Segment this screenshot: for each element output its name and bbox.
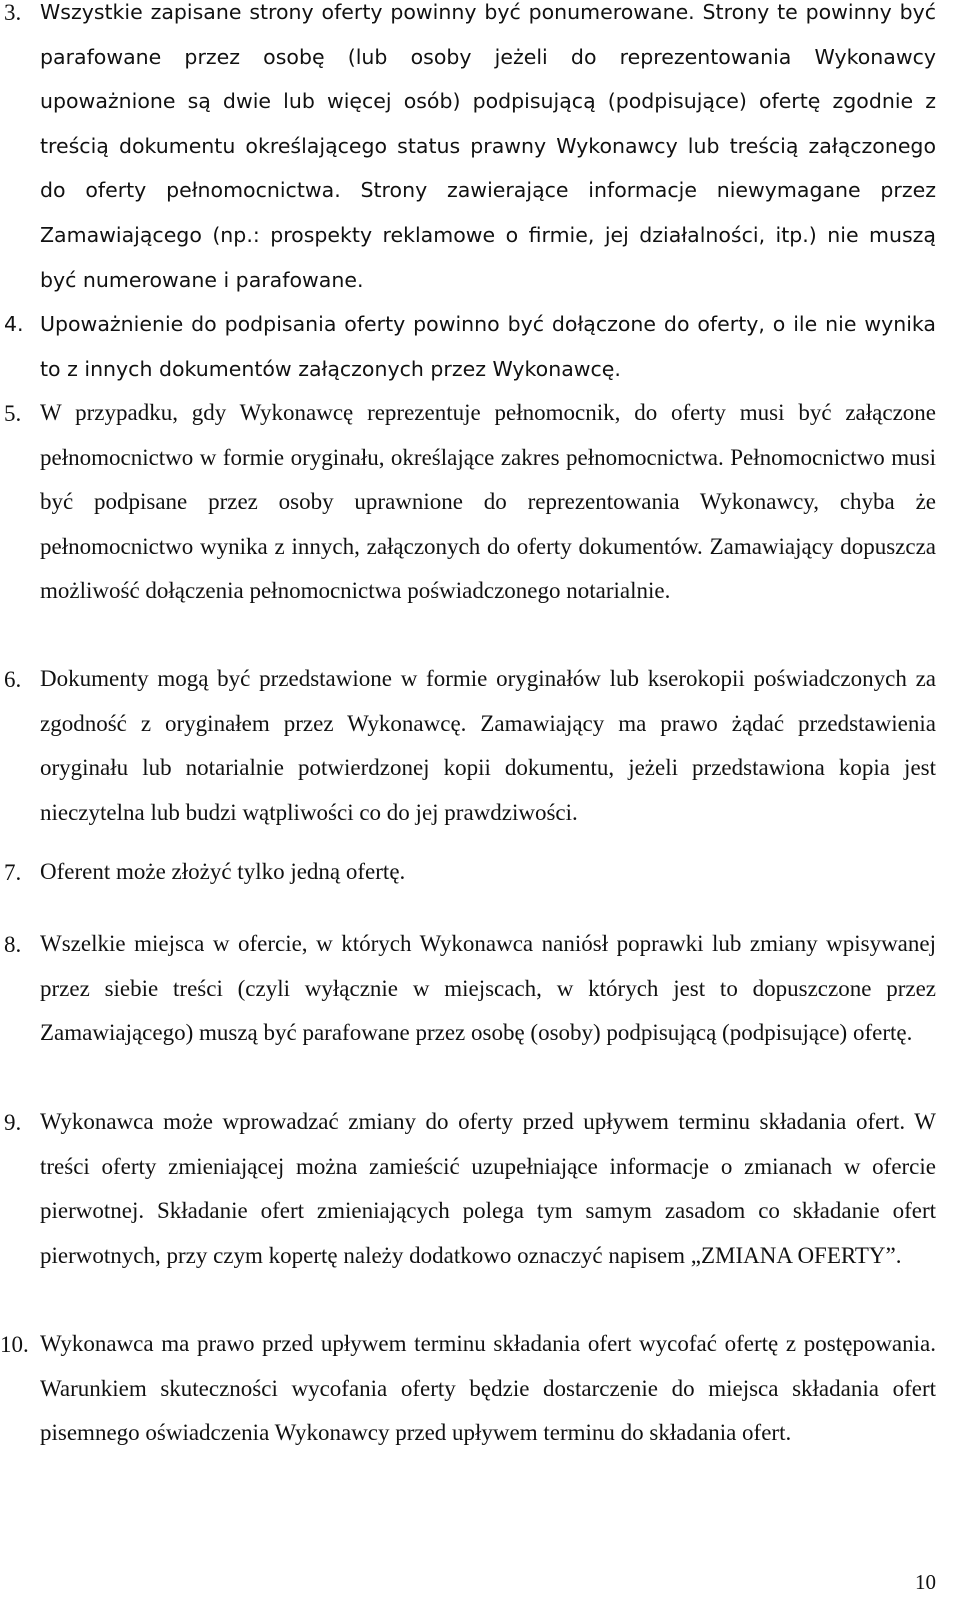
- item-number: 4.: [4, 312, 24, 336]
- item-text: Wszelkie miejsca w ofercie, w których Wykonawca naniósł poprawki lub zmiany wpisywanej przez siebie treści (czyli wyłącznie w miejscach, w których jest to dopuszczone przez Zamawiającego) muszą być parafowane przez osobę (osoby) podpisującą (podpisujące) ofertę.: [40, 931, 936, 1046]
- item-number: 8.: [4, 932, 22, 957]
- item-number: 9.: [4, 1110, 22, 1135]
- item-text: Wykonawca ma prawo przed upływem terminu składania ofert wycofać ofertę z postępowania. Warunkiem skuteczności wycofania oferty będzie dostarczenie do miejsca składania ofert pisemnego oświadczenia Wykonawcy przed upływem terminu do składania ofert.: [40, 1331, 936, 1446]
- item-number: 6.: [4, 667, 22, 692]
- item-number: 3.: [4, 0, 22, 25]
- item-number: 7.: [4, 860, 22, 885]
- item-text: Upoważnienie do podpisania oferty powinno być dołączone do oferty, o ile nie wynika to z innych dokumentów załączonych przez Wykonawcę.: [40, 312, 936, 381]
- item-number: 5.: [4, 401, 22, 426]
- item-text: Dokumenty mogą być przedstawione w formie oryginałów lub kserokopii poświadczonych za zgodność z oryginałem przez Wykonawcę. Zamawiający ma prawo żądać przedstawienia oryginału lub notarialnie potwierdzonej kopii dokumentu, jeżeli przedstawiona kopia jest nieczytelna lub budzi wątpliwości co do jej prawdziwości.: [40, 666, 936, 825]
- item-text: Wszystkie zapisane strony oferty powinny być ponumerowane. Strony te powinny być parafowane przez osobę (lub osoby jeżeli do reprezentowania Wykonawcy upoważnione są dwie lub więcej osób) podpisującą (podpisujące) ofertę zgodnie z treścią dokumentu określającego status prawny Wykonawcy lub treścią załączonego do oferty pełnomocnictwa. Strony zawierające informacje niewymagane przez Zamawiającego (np.: prospekty reklamowe o firmie, jej działalności, itp.) nie muszą być numerowane i parafowane.: [40, 0, 936, 292]
- item-number: 10.: [0, 1332, 29, 1357]
- page-number: 10: [915, 1570, 936, 1594]
- item-text: Wykonawca może wprowadzać zmiany do oferty przed upływem terminu składania ofert. W treści oferty zmieniającej można zamieścić uzupełniające informacje o zmianach w ofercie pierwotnej. Składanie ofert zmieniających polega tym samym zasadom co składanie ofert pierwotnych, przy czym kopertę należy dodatkowo oznaczyć napisem „ZMIANA OFERTY”.: [40, 1109, 936, 1268]
- item-text: Oferent może złożyć tylko jedną ofertę.: [40, 859, 406, 884]
- item-text: W przypadku, gdy Wykonawcę reprezentuje pełnomocnik, do oferty musi być załączone pełnomocnictwo w formie oryginału, określające zakres pełnomocnictwa. Pełnomocnictwo musi być podpisane przez osoby uprawnione do reprezentowania Wykonawcy, chyba że pełnomocnictwo wynika z innych, załączonych do oferty dokumentów. Zamawiający dopuszcza możliwość dołączenia pełnomocnictwa poświadczonego notarialnie.: [40, 400, 936, 604]
